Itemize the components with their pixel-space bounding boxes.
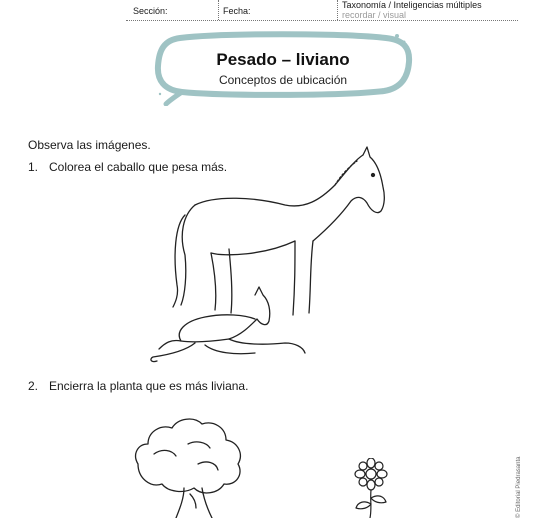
item-text: Encierra la planta que es más liviana. bbox=[49, 379, 249, 393]
header-divider bbox=[218, 0, 219, 20]
seccion-label: Sección: bbox=[133, 6, 168, 16]
intro-text: Observa las imágenes. bbox=[28, 138, 151, 152]
taxonomia-label: Taxonomía / Inteligencias múltiples bbox=[342, 0, 482, 10]
publisher-credit bbox=[516, 440, 526, 518]
page-title: Pesado – liviano bbox=[216, 50, 350, 69]
flower-drawing bbox=[348, 458, 394, 518]
item-number: 2. bbox=[28, 379, 39, 393]
tree-drawing bbox=[128, 414, 248, 518]
header-rule bbox=[126, 20, 518, 21]
item-number: 1. bbox=[28, 160, 39, 174]
fecha-label: Fecha: bbox=[223, 6, 251, 16]
title-banner bbox=[152, 30, 414, 106]
worksheet-header bbox=[0, 0, 550, 22]
taxonomia-sub: recordar / visual bbox=[342, 10, 407, 20]
item-text: Colorea el caballo que pesa más. bbox=[49, 160, 228, 174]
horse-and-foal-drawing bbox=[145, 145, 395, 370]
header-divider bbox=[337, 0, 338, 20]
credit-text: © Editorial Piedrasanta bbox=[516, 456, 522, 518]
page-subtitle: Conceptos de ubicación bbox=[218, 73, 348, 87]
